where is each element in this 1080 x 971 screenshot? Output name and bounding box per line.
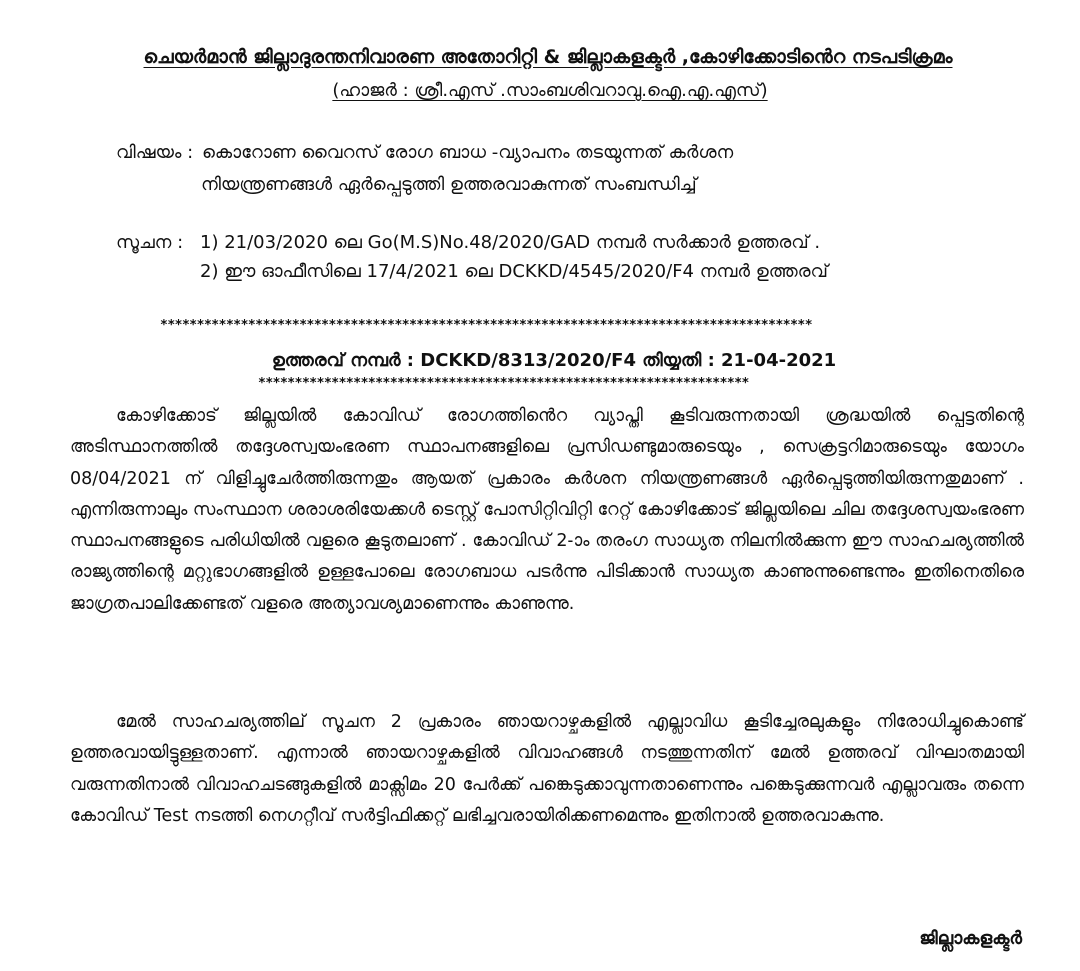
separator-top: ***************************************************************************************** — [160, 318, 813, 333]
reference-item-1: 1) 21/03/2020 ലെ Go(M.S)No.48/2020/GAD നമ്പർ സർക്കാർ ഉത്തരവ് . — [200, 232, 821, 253]
separator-bottom: ******************************************************************* — [258, 376, 749, 391]
document-title: ചെയർമാൻ ജില്ലാദുരന്തനിവാരണ അതോറിറ്റി & ജില്ലാകളക്ടർ ,കോഴിക്കോടിൻെറ നടപടിക്രമം — [143, 46, 953, 68]
signature-designation: ജില്ലാകളക്ടർ — [919, 928, 1022, 949]
subject-label: വിഷയം : — [116, 142, 194, 163]
reference-item-2: 2) ഈ ഓഫീസിലെ 17/4/2021 ലെ DCKKD/4545/2020/F4 നമ്പർ ഉത്തരവ് — [200, 261, 828, 282]
presence-line: (ഹാജർ : ശ്രീ.എസ് .സാംബശിവറാവു.ഐ.എ.എസ്) — [332, 80, 768, 101]
subject-line-1: കൊറോണ വൈറസ് രോഗ ബാധ -വ്യാപനം തടയുന്നത് കർശന — [202, 142, 734, 163]
body-paragraph-1: കോഴിക്കോട് ജില്ലയിൽ കോവിഡ് രോഗത്തിൻെറ വ്യാപ്തി കൂടിവരുന്നതായി ശ്രദ്ധയിൽ പ്പെട്ടതിന്റെ അടിസ്ഥാനത്തിൽ തദ്ദേശസ്വയംഭരണ സ്ഥാപനങ്ങളിലെ പ്രസിഡണ്ടുമാരുടെയും , സെക്രട്ടറിമാരുടെയും യോഗം 08/04/2021 ന് വിളിച്ചുചേർത്തിരുന്നതും ആയത് പ്രകാരം കർശന നിയന്ത്രണങ്ങൾ ഏർപ്പെടുത്തിയിരുന്നതുമാണ് . എന്നിരുന്നാലും സംസ്ഥാന ശരാശരിയേക്കൾ ടെസ്റ്റ് പോസിറ്റിവിറ്റി റേറ്റ് കോഴിക്കോട് ജില്ലയിലെ ചില തദ്ദേശസ്വയംഭരണ സ്ഥാപനങ്ങളുടെ പരിധിയിൽ വളരെ കൂടുതലാണ് . കോവിഡ് 2-ാം തരംഗ സാധ്യത നിലനിൽക്കുന്ന ഈ സാഹചര്യത്തിൽ രാജ്യത്തിന്റെ മറ്റുഭാഗങ്ങളിൽ ഉള്ളപോലെ രോഗബാധ പടർന്നു പിടിക്കാൻ സാധ്യത കാണുന്നുണ്ടെന്നും ഇതിനെതിരെ ജാഗ്രതപാലിക്കേണ്ടത് വളരെ അത്യാവശ്യമാണെന്നും കാണുന്നു. — [70, 406, 1024, 614]
body-paragraph-2: മേൽ സാഹചര്യത്തില് സൂചന 2 പ്രകാരം ഞായറാഴ്ചകളിൽ എല്ലാവിധ കൂടിച്ചേരലുകളും നിരോധിച്ചുകൊണ്ട് ഉത്തരവായിട്ടുള്ളതാണ്. എന്നാൽ ഞായറാഴ്ചകളിൽ വിവാഹങ്ങൾ നടത്തുന്നതിന് മേൽ ഉത്തരവ് വിഘാതമായി വരുന്നതിനാൽ വിവാഹചടങ്ങുകളിൽ മാക്സിമം 20 പേർക്ക് പങ്കെടുക്കാവുന്നതാണെന്നും പങ്കെടുക്കുന്നവർ എല്ലാവരും തന്നെ കോവിഡ് Test നടത്തി നെഗറ്റീവ് സർട്ടിഫിക്കറ്റ് ലഭിച്ചവരായിരിക്കണമെന്നും ഇതിനാൽ ഉത്തരവാകുന്നു. — [70, 712, 1024, 826]
subject-line-2: നിയന്ത്രണങ്ങൾ ഏർപ്പെടുത്തി ഉത്തരവാകുന്നത് സംബന്ധിച്ച് — [201, 174, 697, 195]
reference-label: സൂചന : — [116, 232, 184, 253]
order-number-date: ഉത്തരവ് നമ്പർ : DCKKD/8313/2020/F4 തിയ്യതി : 21-04-2021 — [271, 350, 837, 371]
